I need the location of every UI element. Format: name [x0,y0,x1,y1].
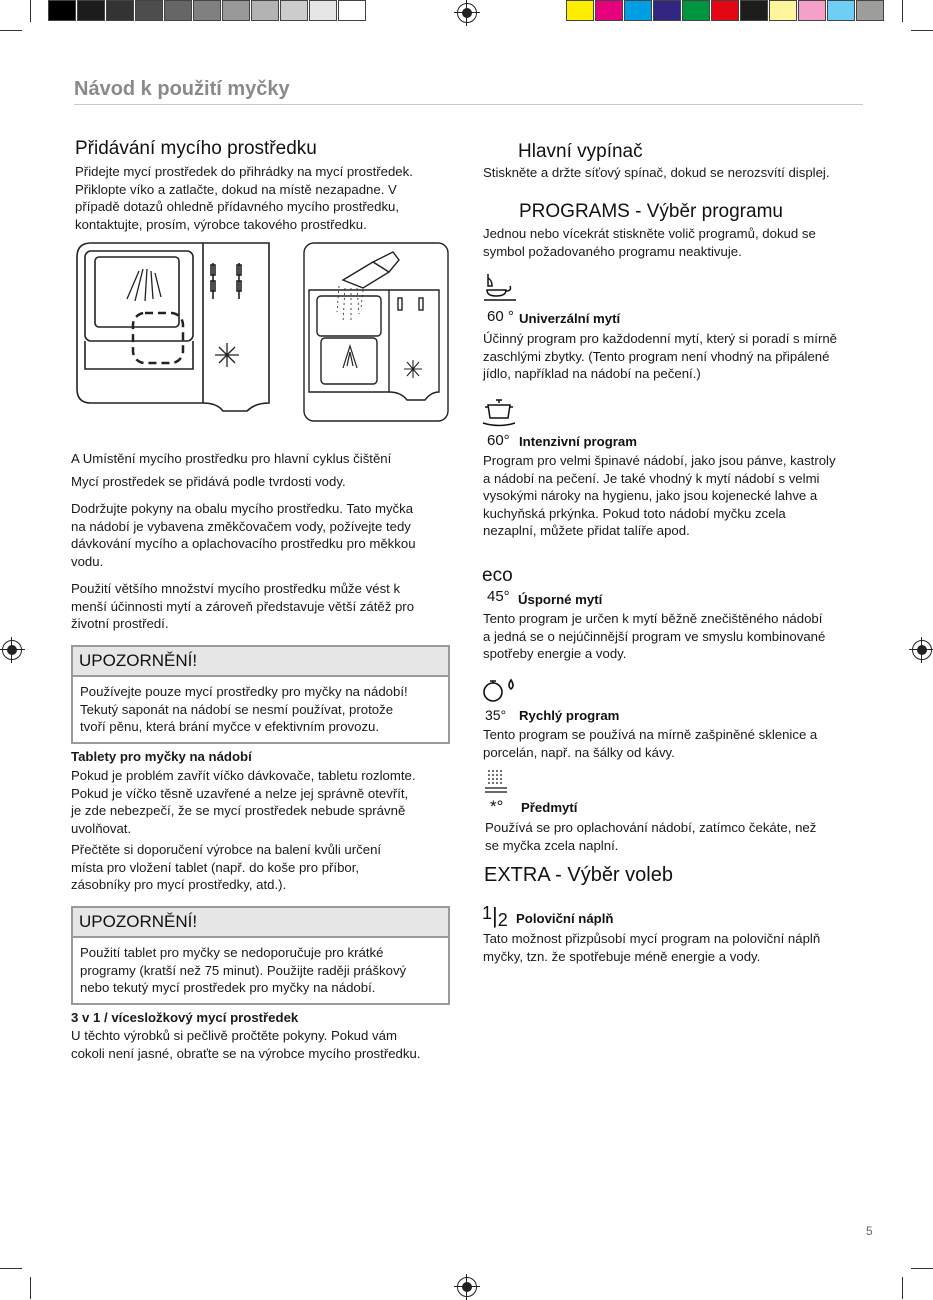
tablets-title: Tablety pro myčky na nádobí [71,749,252,764]
universal-temperature: 60 ° [487,308,514,325]
quick-name: Rychlý program [519,708,620,723]
eco-text: Tento program je určen k mytí běžně znečištěného nádobí a jedná se o nejúčinnější program ve smyslu kombinované spotřeby energie a vody. [483,611,826,662]
color-swatch [595,0,623,21]
eco-temperature: 45° [487,588,510,605]
intensive-program-icon [482,396,516,428]
intensive-temperature: 60° [487,432,510,449]
eco-program-icon: eco [482,565,513,586]
half-load-text: Tato možnost přizpůsobí mycí program na poloviční náplň myčky, tzn. že spotřebuje méně energie a vody. [483,931,821,964]
crop-mark [902,0,903,22]
detergent-text: Přidejte mycí prostředek do přihrádky na mycí prostředek. Přiklopte víko a zatlačte, dokud na místě nezapadne. V případě dotazů ohledně přídavného mycího prostředku, kontaktujte, prosím, výrobce takového prostředku. [75,164,413,232]
warning-text: Použití tablet pro myčky se nedoporučuje pro krátké programy (kratší než 75 minut). Použijte raději práškový nebo tekutý mycí prostředek pro myčky na nádobí. [80,945,407,996]
power-switch-text: Stiskněte a držte síťový spínač, dokud se nerozsvítí displej. [483,165,830,180]
universal-text: Účinný program pro každodenní mytí, který si poradí s mírně zaschlými zbytky. (Tento program není vhodný na připálené jídlo, například na nádobí na pečení.) [483,331,838,382]
programs-text: Jednou nebo vícekrát stiskněte volič programů, dokud se symbol požadovaného programu neaktivuje. [483,226,816,259]
warning-title: UPOZORNĚNÍ! [73,908,448,938]
eco-name: Úsporné mytí [518,592,603,607]
color-swatch [566,0,594,21]
crop-mark [902,1277,903,1299]
gray-swatch [222,0,250,21]
prewash-temperature: *° [490,797,504,816]
extra-title: EXTRA - Výběr voleb [484,864,673,886]
universal-program-icon [482,272,518,304]
color-swatch [798,0,826,21]
hardness-paragraph: Mycí prostředek se přidává podle tvrdosti vody. [71,474,346,489]
crop-mark [0,30,22,31]
multi-component-text: U těchto výrobků si pečlivě pročtěte pokyny. Pokud vám cokoli není jasné, obraťte se na výrobce mycího prostředku. [71,1028,421,1061]
detergent-title: Přidávání mycího prostředku [75,138,317,159]
gray-swatch [77,0,105,21]
illustration-caption: A Umístění mycího prostředku pro hlavní cyklus čištění [71,451,392,466]
quick-text: Tento program se používá na mírně zašpiněné sklenice a porcelán, např. na šálky od kávy. [483,727,818,760]
follow-instructions-paragraph: Dodržujte pokyny na obalu mycího prostředku. Tato myčka na nádobí je vybavena změkčovačem vody, požívejte tedy dávkování mycího a oplachovacího prostředku pro měkkou vodu. [71,501,416,569]
crop-mark [30,1277,31,1299]
color-swatch [827,0,855,21]
prewash-name: Předmytí [521,800,578,815]
page-number: 5 [866,1224,873,1238]
gray-swatch [193,0,221,21]
tablets-paragraph-2: Přečtěte si doporučení výrobce na balení kvůli určení místa pro vložení tablet (např. do koše pro příbor, zásobníky pro mycí prostředky, atd.). [71,842,382,893]
universal-name: Univerzální mytí [519,311,621,326]
crop-mark [30,0,31,22]
gray-swatch [164,0,192,21]
page-header-title: Návod k použití myčky [74,78,290,100]
quick-program-icon [481,676,517,706]
crop-mark [911,1268,933,1269]
prewash-text: Používá se pro oplachování nádobí, zatímco čekáte, než se myčka zcela naplní. [485,820,817,853]
color-swatch [682,0,710,21]
color-swatch [711,0,739,21]
color-swatch [740,0,768,21]
power-switch-title: Hlavní vypínač [518,141,643,162]
gray-swatch [48,0,76,21]
multi-component-title: 3 v 1 / vícesložkový mycí prostředek [71,1010,299,1025]
color-swatch [856,0,884,21]
warning-box-detergent [71,645,450,744]
prewash-program-icon [483,768,515,796]
crop-mark [911,30,933,31]
half-load-name: Poloviční náplň [516,911,614,926]
warning-title: UPOZORNĚNÍ! [73,647,448,677]
registration-mark-top [457,3,477,23]
intensive-name: Intenzivní program [519,434,637,449]
gray-swatch [251,0,279,21]
gray-swatch [338,0,366,21]
quick-temperature: 35° [485,707,507,723]
programs-title: PROGRAMS - Výběr programu [519,201,783,222]
warning-text: Používejte pouze mycí prostředky pro myčky na nádobí! Tekutý saponát na nádobí se nesmí používat, protože tvoří pěnu, která brání myčce v efektivním provozu. [80,684,408,735]
more-detergent-paragraph: Použití většího množství mycího prostředku může vést k menší účinnosti mytí a zároveň představuje větší zátěž pro životní prostředí. [71,581,415,632]
color-swatch [624,0,652,21]
registration-mark-left [2,640,22,660]
gray-swatch [135,0,163,21]
gray-swatch [309,0,337,21]
warning-box-tablets [71,906,450,1005]
color-swatch [769,0,797,21]
color-swatch [653,0,681,21]
registration-mark-bottom [457,1277,477,1297]
header-divider [74,104,863,105]
gray-swatch [106,0,134,21]
tablets-paragraph-1: Pokud je problém zavřít víčko dávkovače, tabletu rozlomte. Pokud je víčko těsně uzavřené a nelze jej správně otevřít, je zde nebezpečí, že se mycí prostředek nebude správně uvolňovat. [71,768,416,836]
registration-mark-right [912,640,932,660]
crop-mark [0,1268,22,1269]
half-load-icon: 1|2 [482,903,508,930]
intensive-text: Program pro velmi špinavé nádobí, jako jsou pánve, kastroly a nádobí na pečení. Je také vhodný k mytí nádobí s velmi vysokými nároky na hygienu, jako jsou kojenecké lahve a kuchyňská prkýnka. Pokud toto nádobí myčku zcela nezaplní, můžete přidat talíře apod. [483,453,836,539]
dispenser-illustration [73,241,273,419]
adding-detergent-illustration [303,242,449,422]
gray-swatch [280,0,308,21]
